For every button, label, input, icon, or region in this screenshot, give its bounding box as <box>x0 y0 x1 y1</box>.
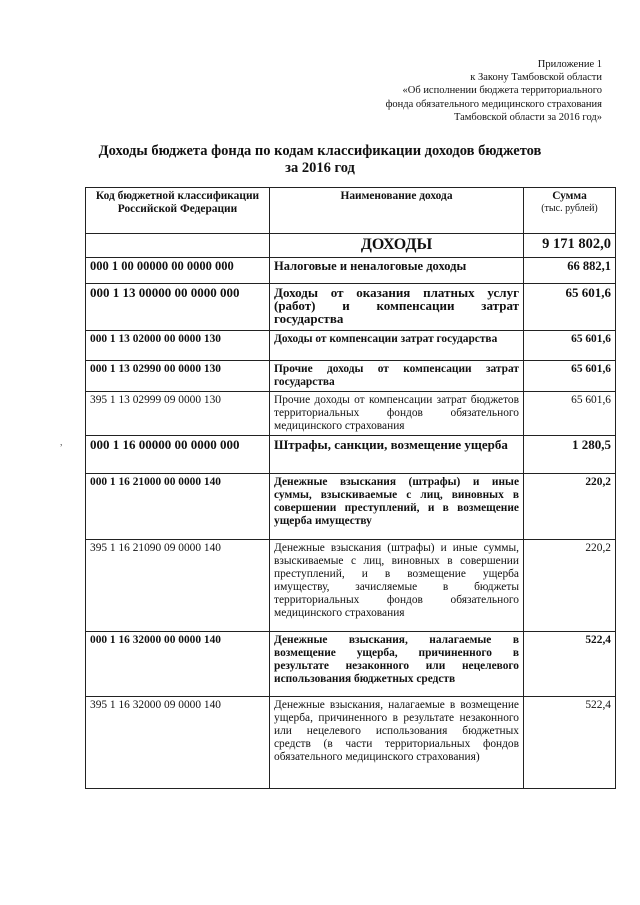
row-code: 395 1 13 02999 09 0000 130 <box>86 392 270 436</box>
row-name: Доходы от компенсации затрат государства <box>270 331 524 361</box>
total-label: ДОХОДЫ <box>270 234 524 258</box>
header-sum-label: Сумма <box>552 190 587 202</box>
row-amount: 220,2 <box>524 540 616 632</box>
row-amount: 65 601,6 <box>524 392 616 436</box>
row-amount: 65 601,6 <box>524 284 616 331</box>
annex-block <box>302 58 602 124</box>
table-row <box>86 540 616 632</box>
table-row <box>86 474 616 540</box>
row-name: Прочие доходы от компенсации затрат государства <box>270 361 524 392</box>
table-row <box>86 331 616 361</box>
row-name: Денежные взыскания (штрафы) и иные суммы, взыскиваемые с лиц, виновных в совершении преступлений, и в возмещение ущерба имуществу <box>270 474 524 540</box>
total-code-cell <box>86 234 270 258</box>
revenue-table <box>85 187 616 789</box>
annex-line: фонда обязательного медицинского страхования <box>385 98 602 110</box>
table-row <box>86 284 616 331</box>
title-line: за 2016 год <box>285 160 355 176</box>
row-name: Штрафы, санкции, возмещение ущерба <box>270 436 524 474</box>
header-name: Наименование дохода <box>270 188 524 234</box>
row-name: Денежные взыскания, налагаемые в возмещение ущерба, причиненного в результате незаконного или нецелевого использования бюджетных средств (в части территориальных фондов обязательного медицинского страхования) <box>270 697 524 789</box>
table-row <box>86 632 616 697</box>
total-amount: 9 171 802,0 <box>524 234 616 258</box>
table-row <box>86 392 616 436</box>
row-amount: 522,4 <box>524 632 616 697</box>
row-name: Прочие доходы от компенсации затрат бюджетов территориальных фондов обязательного медицинского страхования <box>270 392 524 436</box>
row-name: Налоговые и неналоговые доходы <box>270 258 524 284</box>
header-sum-unit: (тыс. рублей) <box>541 202 598 214</box>
row-code: 000 1 16 00000 00 0000 000 <box>86 436 270 474</box>
table-row <box>86 697 616 789</box>
header-code: Код бюджетной классификации Российской Федерации <box>86 188 270 234</box>
document-title <box>0 143 640 177</box>
annex-line: к Закону Тамбовской области <box>470 72 602 84</box>
row-name: Денежные взыскания, налагаемые в возмещение ущерба, причиненного в результате незаконного или нецелевого использования бюджетных средств <box>270 632 524 697</box>
row-code: 000 1 00 00000 00 0000 000 <box>86 258 270 284</box>
table-row <box>86 436 616 474</box>
row-code: 000 1 13 00000 00 0000 000 <box>86 284 270 331</box>
header-sum <box>524 188 616 234</box>
table-row <box>86 258 616 284</box>
row-name: Доходы от оказания платных услуг (работ) и компенсации затрат государства <box>270 284 524 331</box>
row-code: 000 1 13 02990 00 0000 130 <box>86 361 270 392</box>
annex-line: Приложение 1 <box>537 59 602 70</box>
row-amount: 522,4 <box>524 697 616 789</box>
row-amount: 220,2 <box>524 474 616 540</box>
annex-line: Тамбовской области за 2016 год» <box>453 111 602 123</box>
row-amount: 1 280,5 <box>524 436 616 474</box>
row-code: 000 1 13 02000 00 0000 130 <box>86 331 270 361</box>
title-line: Доходы бюджета фонда по кодам классификации доходов бюджетов <box>98 143 542 159</box>
annex-line: «Об исполнении бюджета территориального <box>402 85 602 97</box>
table-row <box>86 361 616 392</box>
margin-mark: , <box>60 437 63 448</box>
row-amount: 65 601,6 <box>524 331 616 361</box>
row-code: 395 1 16 32000 09 0000 140 <box>86 697 270 789</box>
row-code: 000 1 16 32000 00 0000 140 <box>86 632 270 697</box>
total-row <box>86 234 616 258</box>
row-code: 395 1 16 21090 09 0000 140 <box>86 540 270 632</box>
row-amount: 65 601,6 <box>524 361 616 392</box>
row-amount: 66 882,1 <box>524 258 616 284</box>
row-name: Денежные взыскания (штрафы) и иные суммы, взыскиваемые с лиц, виновных в совершении преступлений, и в возмещение ущерба имуществу, зачисляемые в бюджеты территориальных фондов обязательного медицинского страхования <box>270 540 524 632</box>
row-code: 000 1 16 21000 00 0000 140 <box>86 474 270 540</box>
header-row <box>86 188 616 234</box>
